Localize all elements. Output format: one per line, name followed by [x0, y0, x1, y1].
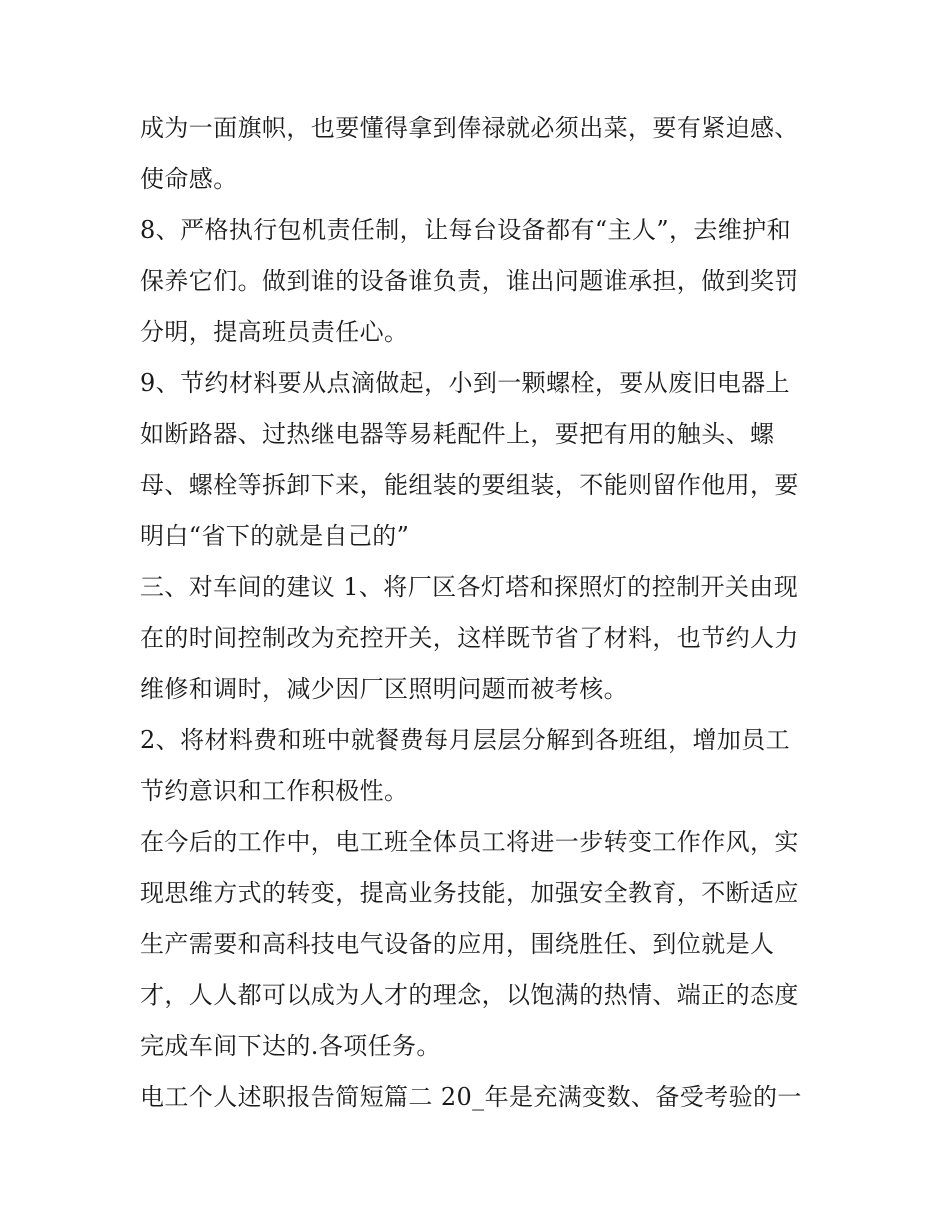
text-line: 保养它们。做到谁的设备谁负责，谁出问题谁承担，做到奖罚: [140, 267, 799, 295]
text-line: 9、节约材料要从点滴做起，小到一颗螺栓，要从废旧电器上: [140, 369, 791, 397]
text-line: 现思维方式的转变，提高业务技能，加强安全教育，不断适应: [140, 879, 799, 907]
text-line: 才，人人都可以成为人才的理念，以饱满的热情、端正的态度: [140, 981, 799, 1009]
text-line: 维修和调时，减少因厂区照明问题而被考核。: [140, 675, 628, 703]
text-line: 成为一面旗帜，也要懂得拿到俸禄就必须出菜，要有紧迫感、: [140, 114, 799, 142]
text-line: 三、对车间的建议 1、将厂区各灯塔和探照灯的控制开关由现: [140, 573, 799, 601]
text-line: 完成车间下达的.各项任务。: [140, 1032, 441, 1060]
text-line: 如断路器、过热继电器等易耗配件上，要把有用的触头、螺: [140, 420, 775, 448]
text-line: 母、螺栓等拆卸下来，能组装的要组装，不能则留作他用，要: [140, 471, 799, 499]
text-line: 节约意识和工作积极性。: [140, 777, 409, 805]
text-line: 在今后的工作中，电工班全体员工将进一步转变工作作风，实: [140, 828, 799, 856]
text-line: 生产需要和高科技电气设备的应用，围绕胜任、到位就是人: [140, 930, 775, 958]
text-line: 分明，提高班员责任心。: [140, 318, 409, 346]
text-line: 8、严格执行包机责任制，让每台设备都有“主人”，去维护和: [140, 216, 792, 244]
text-line: 2、将材料费和班中就餐费每月层层分解到各班组，增加员工: [140, 726, 791, 754]
document-body: [140, 103, 820, 1123]
text-line: 使命感。: [140, 165, 238, 193]
text-line: 电工个人述职报告简短篇二 20_年是充满变数、备受考验的一: [140, 1083, 802, 1111]
text-line: 明白“省下的就是自己的”: [140, 522, 410, 550]
text-line: 在的时间控制改为充控开关，这样既节省了材料，也节约人力: [140, 624, 799, 652]
